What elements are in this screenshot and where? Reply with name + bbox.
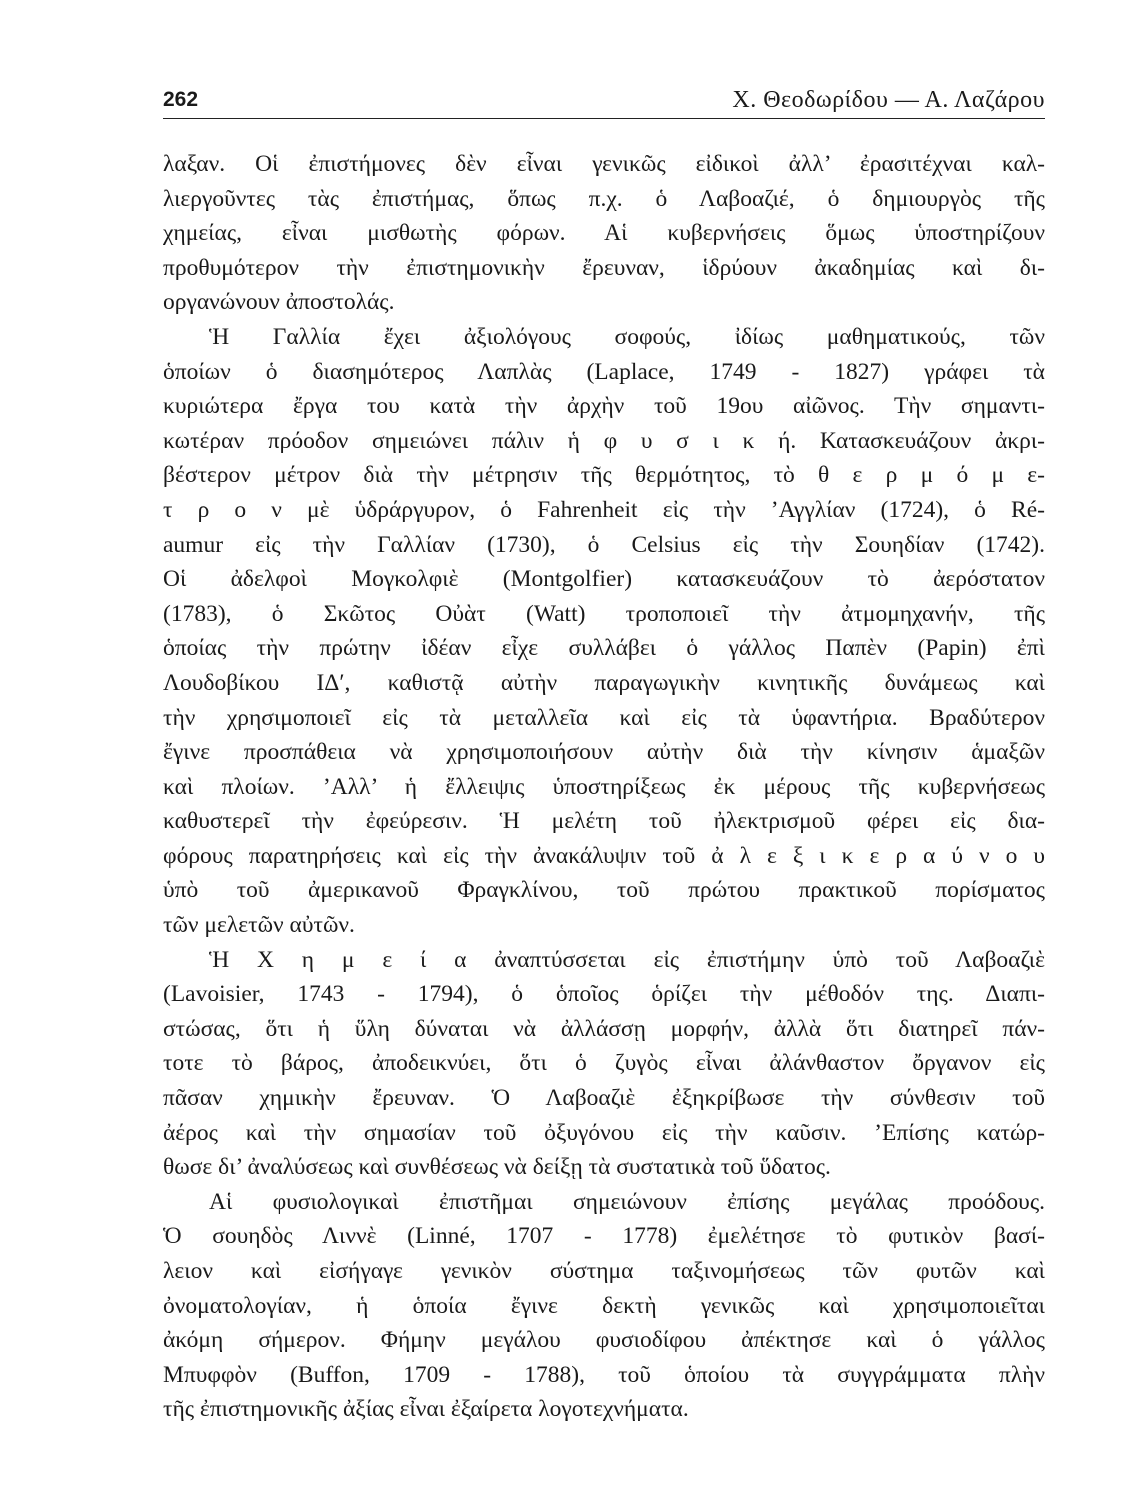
text-line: ἔγινε προσπάθεια νὰ χρησιμοποιήσουν αὐτὴν διὰ τὴν κίνησιν ἁμαξῶν bbox=[163, 739, 1045, 766]
text-line: καὶ πλοίων. ’Αλλ’ ἡ ἔλλειψις ὑποστηρίξεως ἐκ μέρους τῆς κυβερνήσεως bbox=[163, 773, 1045, 800]
text-line: Αἱ φυσιολογικαὶ ἐπιστῆμαι σημειώνουν ἐπίσης μεγάλας προόδους. bbox=[209, 1188, 1045, 1215]
body-text bbox=[163, 147, 1045, 1427]
text-line: τὴν χρησιμοποιεῖ εἰς τὰ μεταλλεῖα καὶ εἰς τὰ ὑφαντήρια. Βραδύτερον bbox=[163, 704, 1045, 731]
text-line: προθυμότερον τὴν ἐπιστημονικὴν ἔρευναν, ἱδρύουν ἀκαδημίας καὶ δι- bbox=[163, 254, 1045, 281]
text-line: κωτέραν πρόοδον σημειώνει πάλιν ἡ φ υ σ ι κ ή. Κατασκευάζουν ἀκρι- bbox=[163, 427, 1045, 454]
text-line: τοτε τὸ βάρος, ἀποδεικνύει, ὅτι ὁ ζυγὸς εἶναι ἀλάνθαστον ὄργανον εἰς bbox=[163, 1050, 1045, 1077]
text-line: ὀνοματολογίαν, ἡ ὁποία ἔγινε δεκτὴ γενικῶς καὶ χρησιμοποιεῖται bbox=[163, 1292, 1045, 1319]
text-line: (1783), ὁ Σκῶτος Οὐὰτ (Watt) τροποποιεῖ τὴν ἀτμομηχανήν, τῆς bbox=[163, 600, 1045, 627]
page-header bbox=[163, 86, 1045, 116]
text-line: τῶν μελετῶν αὐτῶν. bbox=[163, 912, 355, 939]
text-line: λαξαν. Οἱ ἐπιστήμονες δὲν εἶναι γενικῶς εἰδικοὶ ἀλλ’ ἐρασιτέχναι καλ- bbox=[163, 151, 1045, 177]
header-rule bbox=[163, 118, 1045, 119]
text-line: φόρους παρατηρήσεις καὶ εἰς τὴν ἀνακάλυψιν τοῦ ἀ λ ε ξ ι κ ε ρ α ύ ν ο υ bbox=[163, 842, 1045, 869]
text-line: τῆς ἐπιστημονικῆς ἀξίας εἶναι ἐξαίρετα λογοτεχνήματα. bbox=[163, 1396, 689, 1423]
running-head: Χ. Θεοδωρίδου — Α. Λαζάρου bbox=[732, 87, 1045, 113]
text-line: πᾶσαν χημικὴν ἔρευναν. Ὁ Λαβοαζιὲ ἐξηκρίβωσε τὴν σύνθεσιν τοῦ bbox=[163, 1085, 1045, 1112]
text-line: οργανώνουν ἀποστολάς. bbox=[163, 289, 395, 316]
text-line: λειον καὶ εἰσήγαγε γενικὸν σύστημα ταξινομήσεως τῶν φυτῶν καὶ bbox=[163, 1258, 1045, 1284]
text-line: ὁποίων ὁ διασημότερος Λαπλὰς (Laplace, 1749 - 1827) γράφει τὰ bbox=[163, 358, 1045, 385]
page-number: 262 bbox=[163, 88, 199, 111]
text-line: Μπυφφὸν (Buffon, 1709 - 1788), τοῦ ὁποίου τὰ συγγράμματα πλὴν bbox=[163, 1361, 1045, 1388]
text-line: τ ρ ο ν μὲ ὑδράργυρον, ὁ Fahrenheit εἰς τὴν ’Αγγλίαν (1724), ὁ Ré- bbox=[163, 496, 1045, 523]
text-line: Οἱ ἀδελφοὶ Μογκολφιὲ (Montgolfier) κατασκευάζουν τὸ ἀερόστατον bbox=[163, 566, 1045, 593]
text-line: aumur εἰς τὴν Γαλλίαν (1730), ὁ Celsius εἰς τὴν Σουηδίαν (1742). bbox=[163, 531, 1045, 558]
text-line: στώσας, ὅτι ἡ ὕλη δύναται νὰ ἀλλάσσῃ μορφήν, ἀλλὰ ὅτι διατηρεῖ πάν- bbox=[163, 1015, 1045, 1042]
text-line: ὑπὸ τοῦ ἀμερικανοῦ Φραγκλίνου, τοῦ πρώτου πρακτικοῦ πορίσματος bbox=[163, 877, 1045, 904]
text-line: Λουδοβίκου ΙΔ′, καθιστᾷ αὐτὴν παραγωγικὴν κινητικῆς δυνάμεως καὶ bbox=[163, 669, 1045, 696]
text-line: Ὁ σουηδὸς Λιννὲ (Linné, 1707 - 1778) ἐμελέτησε τὸ φυτικὸν βασί- bbox=[163, 1223, 1045, 1250]
text-line: χημείας, εἶναι μισθωτὴς φόρων. Αἱ κυβερνήσεις ὅμως ὑποστηρίζουν bbox=[163, 220, 1045, 247]
text-line: Ἡ Γαλλία ἔχει ἀξιολόγους σοφούς, ἰδίως μαθηματικούς, τῶν bbox=[209, 323, 1045, 350]
text-line: ἀέρος καὶ τὴν σημασίαν τοῦ ὀξυγόνου εἰς τὴν καῦσιν. ’Επίσης κατώρ- bbox=[163, 1119, 1045, 1146]
text-line: καθυστερεῖ τὴν ἐφεύρεσιν. Ἡ μελέτη τοῦ ἠλεκτρισμοῦ φέρει εἰς δια- bbox=[163, 808, 1045, 835]
text-line: ὁποίας τὴν πρώτην ἰδέαν εἶχε συλλάβει ὁ γάλλος Παπὲν (Papin) ἐπὶ bbox=[163, 635, 1045, 662]
text-line: κυριώτερα ἔργα του κατὰ τὴν ἀρχὴν τοῦ 19ου αἰῶνος. Τὴν σημαντι- bbox=[163, 393, 1045, 420]
text-line: βέστερον μέτρον διὰ τὴν μέτρησιν τῆς θερμότητος, τὸ θ ε ρ μ ό μ ε- bbox=[163, 462, 1045, 489]
text-line: θωσε δι’ ἀναλύσεως καὶ συνθέσεως νὰ δείξῃ τὰ συστατικὰ τοῦ ὕδατος. bbox=[163, 1154, 831, 1181]
text-line: (Lavoisier, 1743 - 1794), ὁ ὁποῖος ὁρίζει τὴν μέθοδόν της. Διαπι- bbox=[163, 981, 1045, 1008]
text-line: ἀκόμη σήμερον. Φήμην μεγάλου φυσιοδίφου ἀπέκτησε καὶ ὁ γάλλος bbox=[163, 1327, 1045, 1354]
text-line: λιεργοῦντες τὰς ἐπιστήμας, ὅπως π.χ. ὁ Λαβοαζιέ, ὁ δημιουργὸς τῆς bbox=[163, 185, 1045, 212]
text-line: Ἡ Χ η μ ε ί α ἀναπτύσσεται εἰς ἐπιστήμην ὑπὸ τοῦ Λαβοαζιὲ bbox=[209, 946, 1045, 973]
